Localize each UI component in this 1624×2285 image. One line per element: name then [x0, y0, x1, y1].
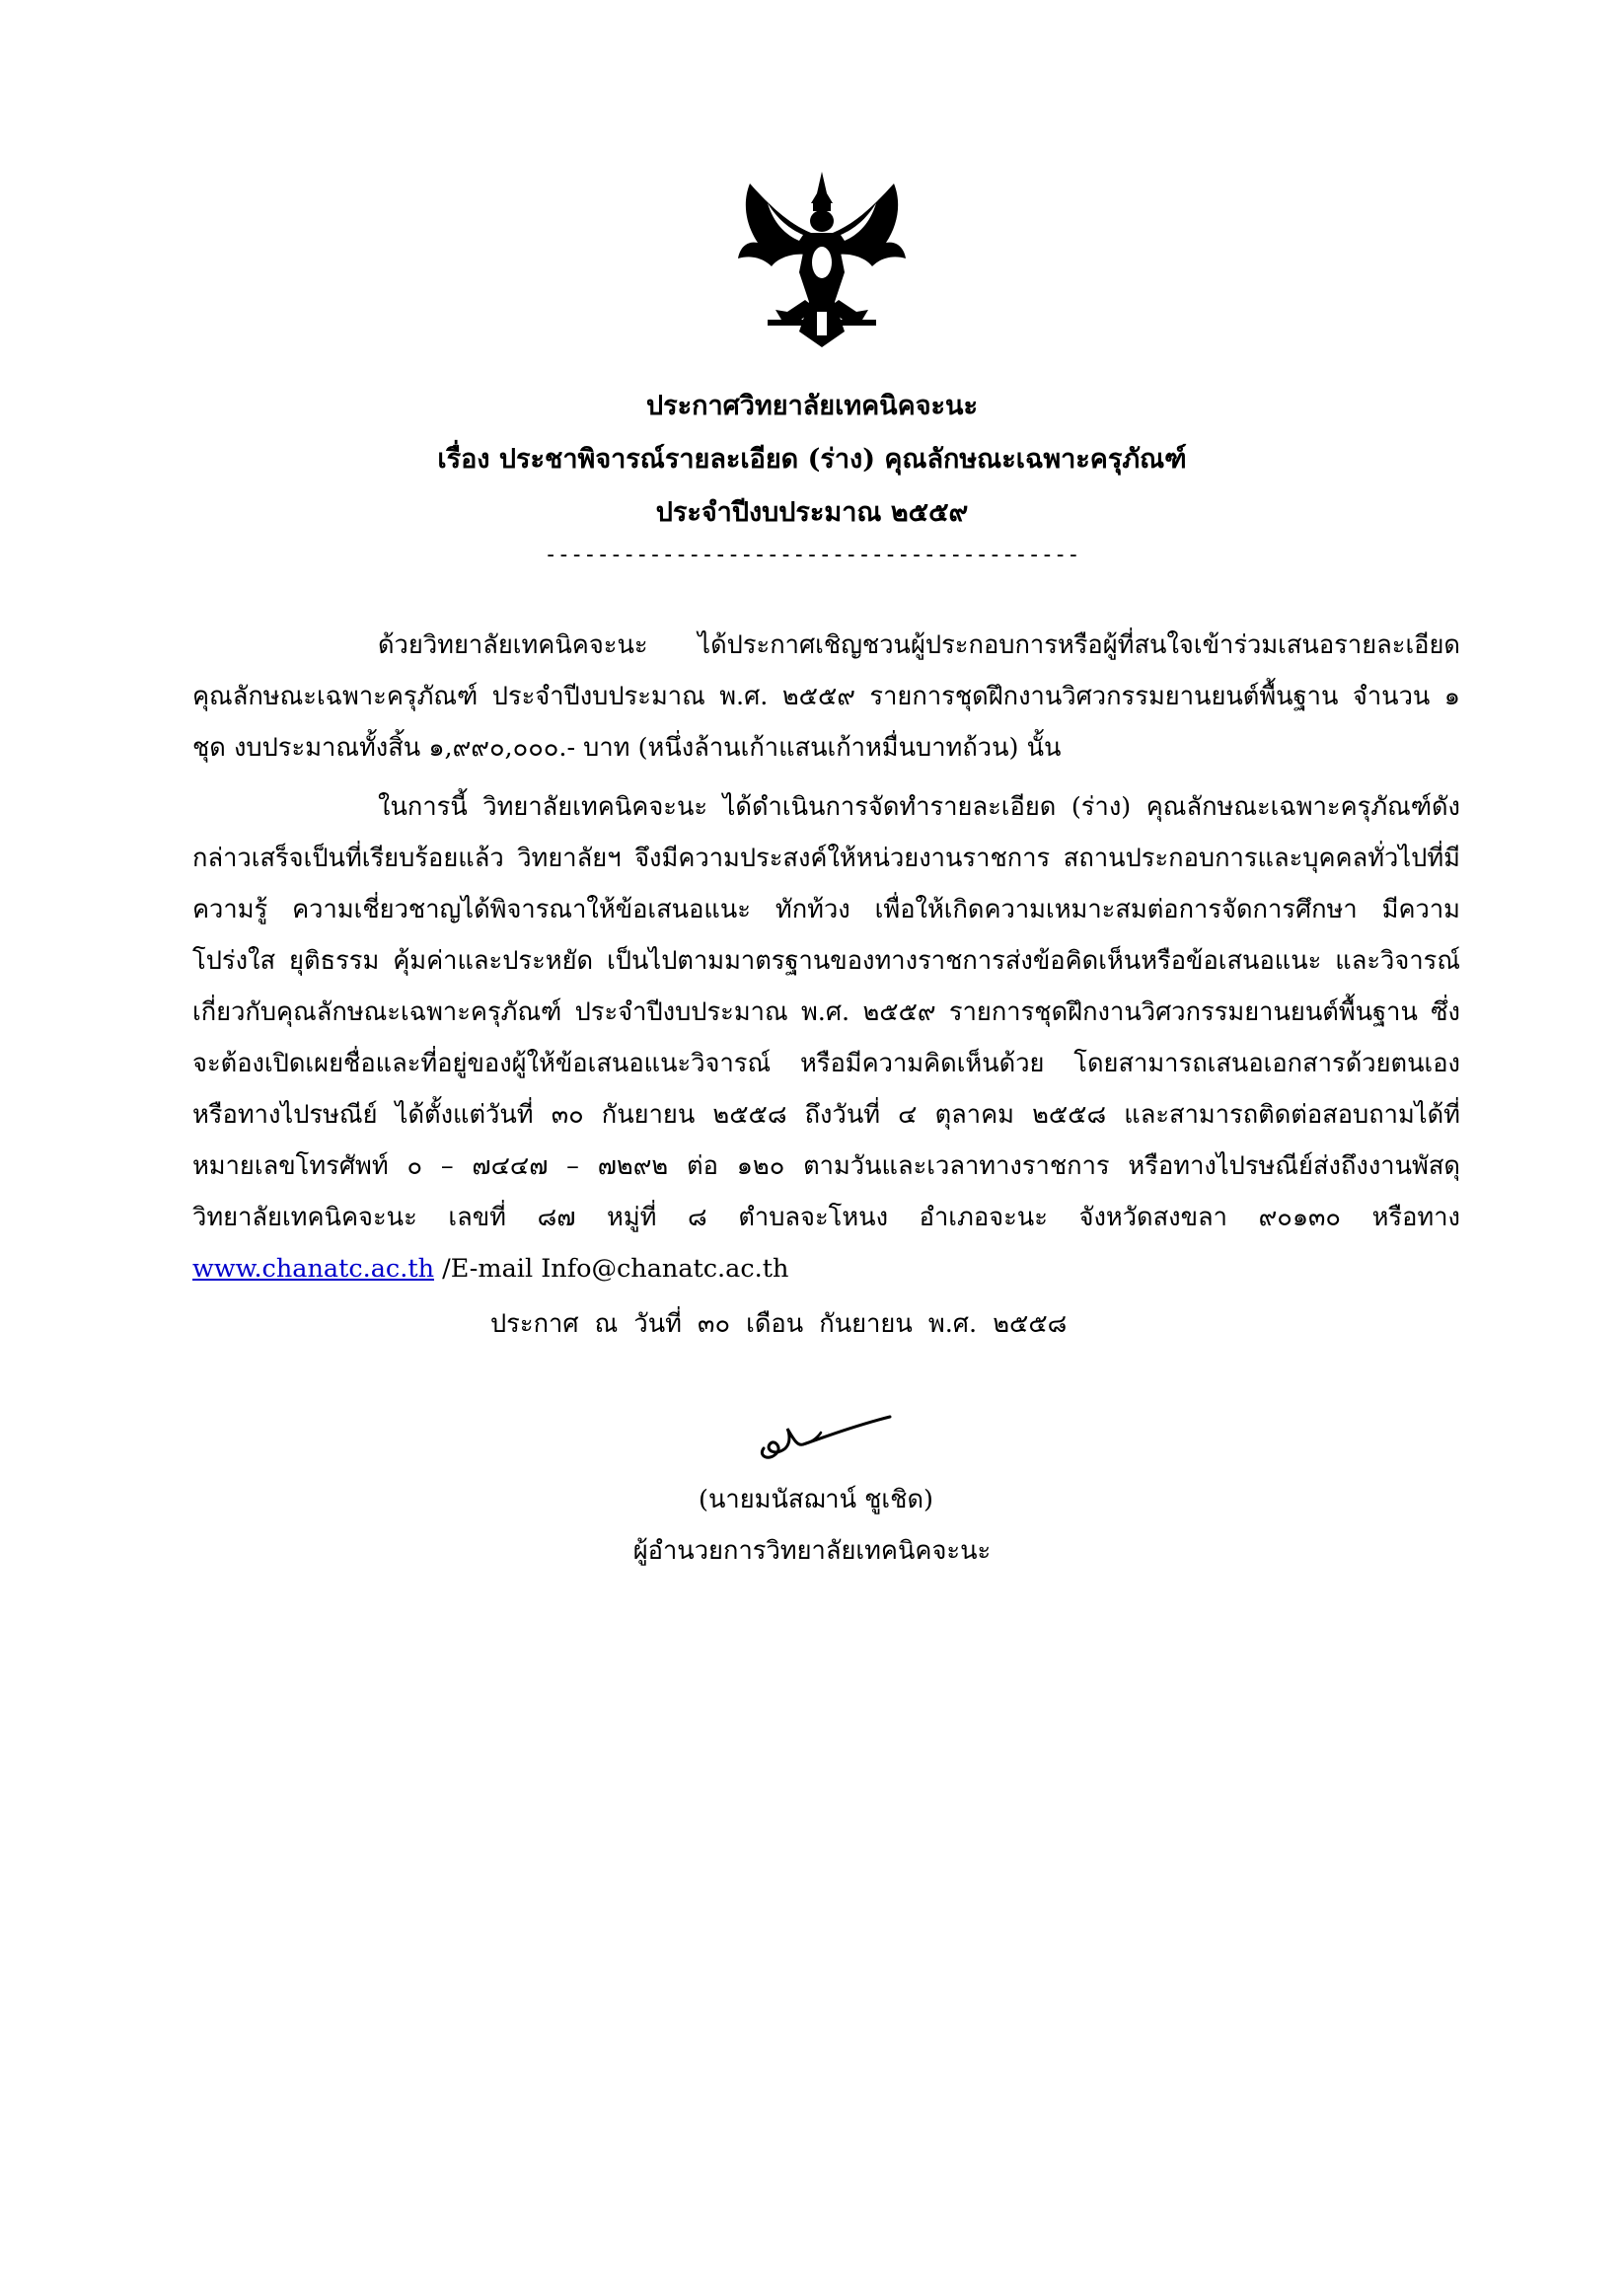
paragraph-intro: [192, 620, 1460, 774]
garuda-emblem-icon: [728, 164, 916, 351]
signer-name: (นายมนัสฌาน์ ชูเชิด): [699, 1485, 933, 1514]
paragraph-intro-text: ด้วยวิทยาลัยเทคนิคจะนะ ได้ประกาศเชิญชวนผู้ประกอบการหรือผู้ที่สนใจเข้าร่วมเสนอรายละเอียดคุณลักษณะเฉพาะครุภัณฑ์ ประจำปีงบประมาณ พ.ศ. ๒๕๕๙ รายการชุดฝึกงานวิศวกรรมยานยนต์พื้นฐาน จำนวน ๑ ชุด งบประมาณทั้งสิ้น ๑,๙๙๐,๐๐๐.- บาท (หนึ่งล้านเก้าแสนเก้าหมื่นบาทถ้วน) นั้น: [192, 630, 1460, 763]
paragraph-details: [192, 781, 1460, 1294]
paragraph-details-text: ในการนี้ วิทยาลัยเทคนิคจะนะ ได้ดำเนินการจัดทำรายละเอียด (ร่าง) คุณลักษณะเฉพาะครุภัณฑ์ดังกล่าวเสร็จเป็นที่เรียบร้อยแล้ว วิทยาลัยฯ จึงมีความประสงค์ให้หน่วยงานราชการ สถานประกอบการและบุคคลทั่วไปที่มีความรู้ ความเชี่ยวชาญได้พิจารณาให้ข้อเสนอแนะ ทักท้วง เพื่อให้เกิดความเหมาะสมต่อการจัดการศึกษา มีความโปร่งใส ยุติธรรม คุ้มค่าและประหยัด เป็นไปตามมาตรฐานของทางราชการส่งข้อคิดเห็นหรือข้อเสนอแนะ และวิจารณ์ เกี่ยวกับคุณลักษณะเฉพาะครุภัณฑ์ ประจำปีงบประมาณ พ.ศ. ๒๕๕๙ รายการชุดฝึกงานวิศวกรรมยานยนต์พื้นฐาน ซึ่งจะต้องเปิดเผยชื่อและที่อยู่ของผู้ให้ข้อเสนอแนะวิจารณ์ หรือมีความคิดเห็นด้วย โดยสามารถเสนอเอกสารด้วยตนเองหรือทางไปรษณีย์ ได้ตั้งแต่วันที่ ๓๐ กันยายน ๒๕๕๘ ถึงวันที่ ๔ ตุลาคม ๒๕๕๘ และสามารถติดต่อสอบถามได้ที่หมายเลขโทรศัพท์ ๐ – ๗๔๔๗ – ๗๒๙๒ ต่อ ๑๒๐ ตามวันและเวลาทางราชการ หรือทางไปรษณีย์ส่งถึงงานพัสดุ วิทยาลัยเทคนิคจะนะ เลขที่ ๘๗ หมู่ที่ ๘ ตำบลจะโหนง อำเภอจะนะ จังหวัดสงขลา ๙๐๑๓๐ หรือทาง: [192, 792, 1460, 1232]
signature-image: [752, 1399, 910, 1468]
announcement-heading: ประกาศวิทยาลัยเทคนิคจะนะ: [646, 391, 978, 421]
email-text: /E-mail Info@chanatc.ac.th: [434, 1254, 789, 1284]
announce-date: ประกาศ ณ วันที่ ๓๐ เดือน กันยายน พ.ศ. ๒๕๕๘: [490, 1309, 1068, 1339]
fiscal-year: ประจำปีงบประมาณ ๒๕๕๙: [655, 497, 969, 528]
signer-position: ผู้อำนวยการวิทยาลัยเทคนิคจะนะ: [632, 1536, 992, 1566]
title-divider: -----------------------------------------: [544, 543, 1080, 567]
announcement-subject: เรื่อง ประชาพิจารณ์รายละเอียด (ร่าง) คุณลักษณะเฉพาะครุภัณฑ์: [437, 444, 1187, 475]
website-link[interactable]: www.chanatc.ac.th: [192, 1254, 434, 1284]
